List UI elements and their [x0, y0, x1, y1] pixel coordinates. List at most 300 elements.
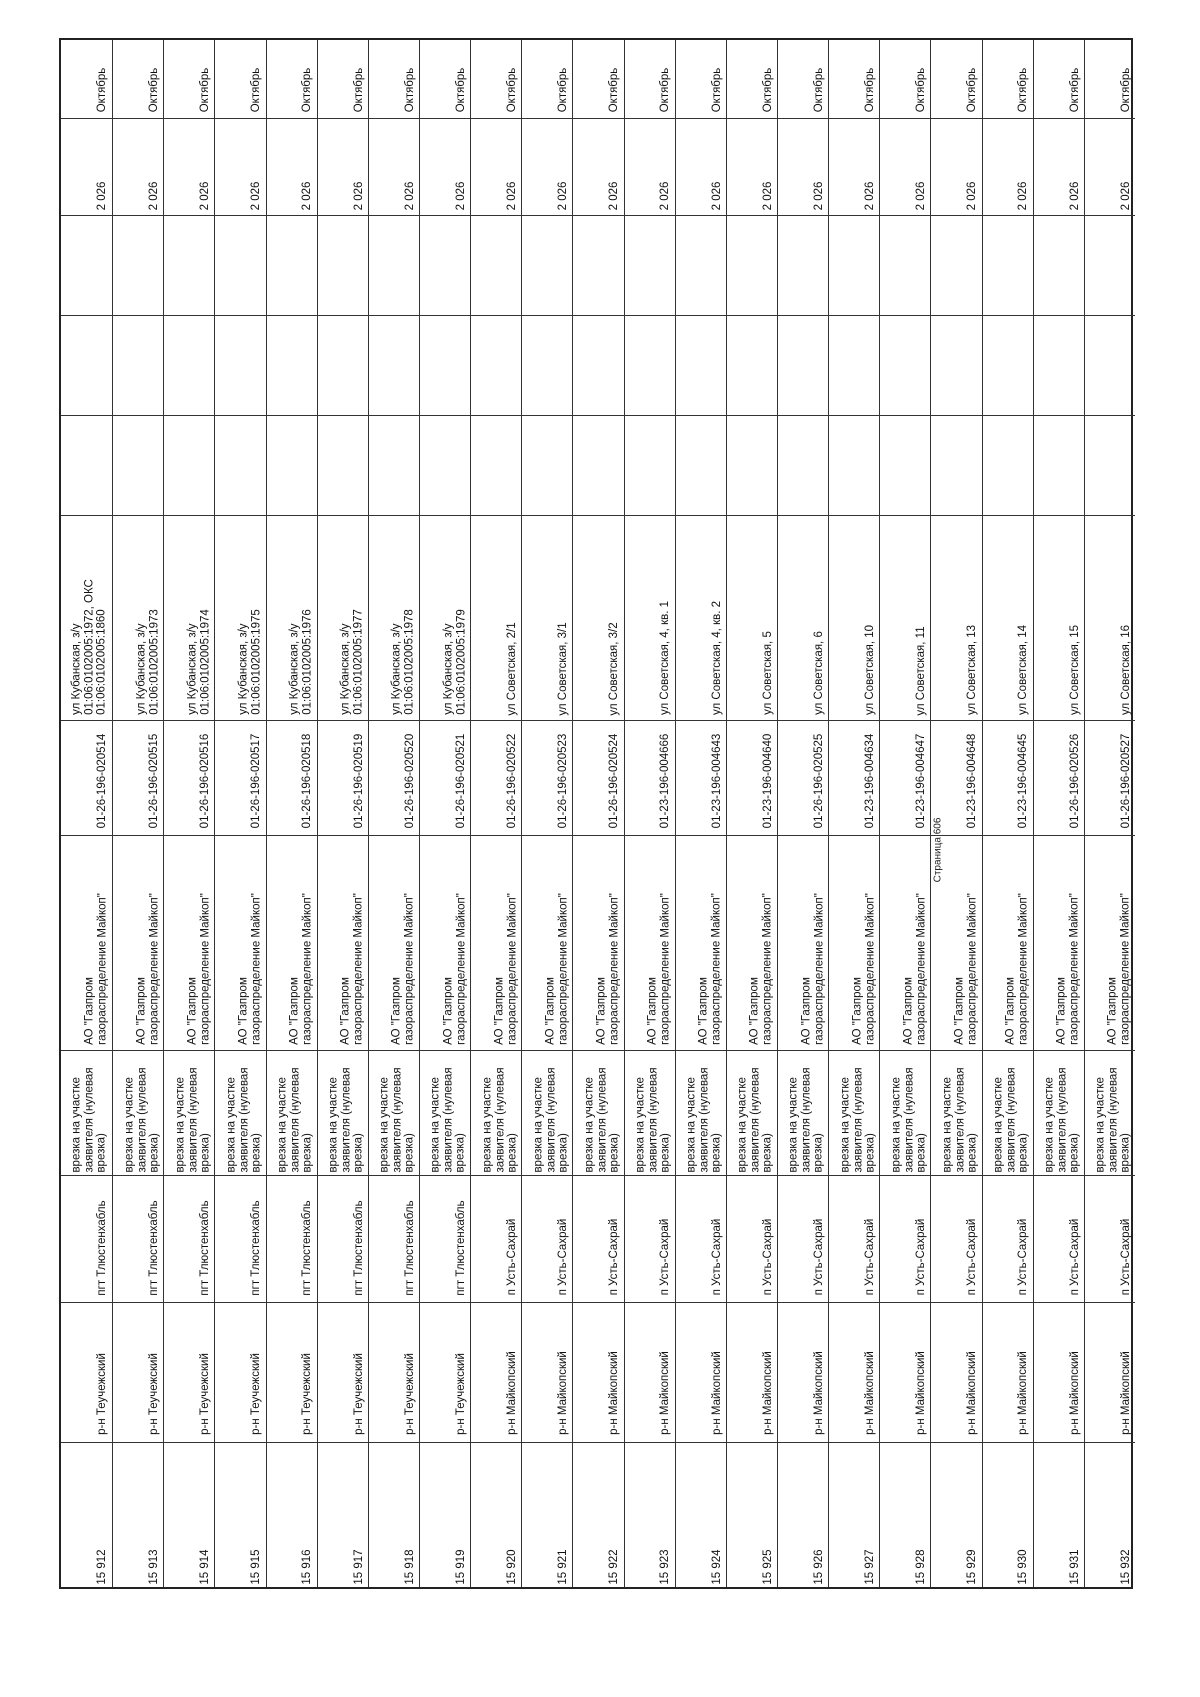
year-text: 2 026 [403, 181, 416, 210]
cell-work-type [931, 1050, 981, 1175]
work-type-text: врезка на участке заявителя (нулевая врезка) [327, 1066, 365, 1173]
organization-text: АО "Газпром газораспределение Майкоп" [800, 893, 825, 1045]
cell-extra2 [778, 315, 828, 415]
district-text: р-н Теучежский [352, 1353, 365, 1435]
address-text: ул Кубанская, з/у 01:06:0102005:1979 [442, 609, 467, 715]
cell-code [1085, 720, 1135, 835]
table-row [1084, 40, 1135, 1587]
cell-month [778, 40, 828, 118]
cell-extra1 [61, 415, 112, 515]
month-text: Октябрь [147, 67, 160, 112]
code-text: 01-26-196-020518 [301, 733, 314, 828]
cell-month [318, 40, 368, 118]
cell-year [625, 118, 675, 215]
code-text: 01-26-196-020522 [505, 733, 518, 828]
table-row [112, 40, 163, 1587]
table-row [1033, 40, 1084, 1587]
organization-text: АО "Газпром газораспределение Майкоп" [83, 893, 108, 1045]
cell-month [676, 40, 726, 118]
cell-district [829, 1302, 879, 1442]
year-text: 2 026 [914, 181, 927, 210]
cell-year [522, 118, 572, 215]
num-text: 15 932 [1119, 1548, 1132, 1585]
cell-settlement [471, 1175, 521, 1302]
organization-text: АО "Газпром газораспределение Майкоп" [1106, 893, 1132, 1045]
year-text: 2 026 [1119, 181, 1132, 210]
settlement-text: пгт Тлюстенхабль [454, 1199, 467, 1296]
cell-address [1034, 515, 1084, 720]
organization-text: АО "Газпром газораспределение Майкоп" [237, 893, 263, 1045]
organization-text: АО "Газпром газораспределение Майкоп" [390, 893, 416, 1045]
cell-code [318, 720, 368, 835]
num-text: 15 929 [966, 1548, 979, 1585]
work-type-text: врезка на участке заявителя (нулевая врезка) [276, 1066, 314, 1173]
table-row [572, 40, 623, 1587]
settlement-text: п Усть-Сахрай [710, 1218, 723, 1295]
district-text: р-н Теучежский [250, 1353, 263, 1435]
cell-work-type [522, 1050, 572, 1175]
month-text: Октябрь [710, 67, 723, 112]
address-text: ул Кубанская, з/у 01:06:0102005:1977 [339, 609, 365, 715]
cell-num [420, 1442, 470, 1591]
cell-extra3 [931, 215, 981, 315]
cell-year [369, 118, 419, 215]
cell-extra1 [164, 415, 214, 515]
code-text: 01-23-196-004648 [966, 733, 979, 828]
num-text: 15 916 [301, 1548, 314, 1585]
cell-month [829, 40, 879, 118]
work-type-text: врезка на участке заявителя (нулевая врезка) [685, 1066, 723, 1173]
month-text: Октябрь [198, 67, 211, 112]
month-text: Октябрь [1119, 67, 1132, 112]
address-text: ул Кубанская, з/у 01:06:0102005:1973 [135, 609, 160, 715]
cell-code [61, 720, 112, 835]
year-text: 2 026 [250, 181, 263, 210]
cell-extra1 [983, 415, 1033, 515]
cell-month [727, 40, 777, 118]
num-text: 15 919 [454, 1548, 467, 1585]
district-text: р-н Теучежский [454, 1353, 467, 1435]
table-row [470, 40, 521, 1587]
table-row [214, 40, 265, 1587]
year-text: 2 026 [1068, 181, 1081, 210]
cell-organization [267, 835, 317, 1050]
district-text: р-н Майкопский [812, 1351, 825, 1435]
cell-year [215, 118, 265, 215]
cell-organization [880, 835, 930, 1050]
cell-year [983, 118, 1033, 215]
cell-settlement [318, 1175, 368, 1302]
cell-address [829, 515, 879, 720]
cell-extra3 [420, 215, 470, 315]
num-text: 15 920 [505, 1548, 518, 1585]
cell-settlement [573, 1175, 623, 1302]
settlement-text: п Усть-Сахрай [505, 1218, 518, 1295]
year-text: 2 026 [863, 181, 876, 210]
cell-work-type [676, 1050, 726, 1175]
cell-work-type [267, 1050, 317, 1175]
cell-organization [471, 835, 521, 1050]
cell-month [573, 40, 623, 118]
address-text: ул Кубанская, з/у 01:06:0102005:1972, ОКС 01:06:0102005:1860 [70, 579, 108, 715]
code-text: 01-26-196-020514 [95, 733, 108, 828]
cell-code [625, 720, 675, 835]
cell-organization [625, 835, 675, 1050]
cell-settlement [61, 1175, 112, 1302]
address-text: ул Советская, 10 [863, 624, 876, 716]
settlement-text: пгт Тлюстенхабль [95, 1199, 108, 1296]
cell-work-type [625, 1050, 675, 1175]
cell-month [215, 40, 265, 118]
code-text: 01-26-196-020526 [1068, 733, 1081, 828]
table-row [61, 40, 112, 1587]
work-type-text: врезка на участке заявителя (нулевая врезка) [583, 1066, 621, 1173]
num-text: 15 922 [608, 1548, 621, 1585]
cell-address [778, 515, 828, 720]
settlement-text: п Усть-Сахрай [556, 1218, 569, 1295]
month-text: Октябрь [301, 67, 314, 112]
cell-address [727, 515, 777, 720]
month-text: Октябрь [966, 67, 979, 112]
district-text: р-н Майкопский [761, 1351, 774, 1435]
cell-month [931, 40, 981, 118]
organization-text: АО "Газпром газораспределение Майкоп" [288, 893, 314, 1045]
cell-address [983, 515, 1033, 720]
work-type-text: врезка на участке заявителя (нулевая врезка) [941, 1066, 979, 1173]
cell-month [61, 40, 112, 118]
cell-extra1 [573, 415, 623, 515]
cell-settlement [522, 1175, 572, 1302]
cell-work-type [164, 1050, 214, 1175]
settlement-text: п Усть-Сахрай [1119, 1218, 1132, 1295]
cell-organization [318, 835, 368, 1050]
table-row [675, 40, 726, 1587]
page-footer: Страница 606 [932, 817, 944, 883]
cell-num [625, 1442, 675, 1591]
cell-organization [573, 835, 623, 1050]
table-row [521, 40, 572, 1587]
num-text: 15 926 [812, 1548, 825, 1585]
year-text: 2 026 [147, 181, 160, 210]
cell-code [369, 720, 419, 835]
cell-code [778, 720, 828, 835]
cell-month [1085, 40, 1135, 118]
cell-extra1 [113, 415, 163, 515]
cell-month [1034, 40, 1084, 118]
cell-extra3 [522, 215, 572, 315]
cell-address [267, 515, 317, 720]
settlement-text: пгт Тлюстенхабль [301, 1199, 314, 1296]
cell-extra1 [215, 415, 265, 515]
cell-num [1085, 1442, 1135, 1591]
address-text: ул Советская, 5 [761, 631, 774, 715]
cell-extra1 [676, 415, 726, 515]
year-text: 2 026 [301, 181, 314, 210]
cell-address [471, 515, 521, 720]
cell-extra2 [522, 315, 572, 415]
cell-month [420, 40, 470, 118]
district-text: р-н Майкопский [556, 1351, 569, 1435]
cell-extra1 [1034, 415, 1084, 515]
cell-extra3 [215, 215, 265, 315]
cell-district [625, 1302, 675, 1442]
cell-address [215, 515, 265, 720]
month-text: Октябрь [95, 67, 108, 112]
cell-settlement [1085, 1175, 1135, 1302]
cell-num [676, 1442, 726, 1591]
code-text: 01-23-196-004640 [761, 733, 774, 828]
cell-year [420, 118, 470, 215]
cell-work-type [778, 1050, 828, 1175]
table-row [266, 40, 317, 1587]
cell-month [267, 40, 317, 118]
cell-organization [727, 835, 777, 1050]
cell-settlement [164, 1175, 214, 1302]
settlement-text: п Усть-Сахрай [1017, 1218, 1030, 1295]
num-text: 15 912 [95, 1548, 108, 1585]
cell-settlement [267, 1175, 317, 1302]
cell-year [113, 118, 163, 215]
address-text: ул Советская, 14 [1017, 624, 1030, 716]
organization-text: АО "Газпром газораспределение Майкоп" [544, 893, 569, 1045]
cell-num [983, 1442, 1033, 1591]
cell-district [61, 1302, 112, 1442]
cell-num [573, 1442, 623, 1591]
code-text: 01-23-196-004643 [710, 733, 723, 828]
organization-text: АО "Газпром газораспределение Майкоп" [493, 893, 518, 1045]
district-text: р-н Майкопский [1119, 1351, 1132, 1435]
work-type-text: врезка на участке заявителя (нулевая врезка) [736, 1066, 774, 1173]
address-text: ул Кубанская, з/у 01:06:0102005:1975 [237, 609, 263, 715]
cell-num [471, 1442, 521, 1591]
code-text: 01-26-196-020523 [556, 733, 569, 828]
district-text: р-н Майкопский [505, 1351, 518, 1435]
organization-text: АО "Газпром газораспределение Майкоп" [1055, 893, 1081, 1045]
cell-code [573, 720, 623, 835]
num-text: 15 923 [659, 1548, 672, 1585]
table-row [624, 40, 675, 1587]
cell-extra3 [778, 215, 828, 315]
address-text: ул Советская, 13 [966, 624, 979, 716]
cell-extra3 [1085, 215, 1135, 315]
cell-district [676, 1302, 726, 1442]
work-type-text: врезка на участке заявителя (нулевая врезка) [787, 1066, 825, 1173]
cell-year [471, 118, 521, 215]
cell-year [778, 118, 828, 215]
cell-organization [778, 835, 828, 1050]
cell-year [676, 118, 726, 215]
cell-organization [113, 835, 163, 1050]
cell-year [1085, 118, 1135, 215]
cell-month [880, 40, 930, 118]
table-row [930, 40, 981, 1587]
district-text: р-н Теучежский [95, 1353, 108, 1435]
settlement-text: п Усть-Сахрай [608, 1218, 621, 1295]
year-text: 2 026 [454, 181, 467, 210]
cell-month [369, 40, 419, 118]
work-type-text: врезка на участке заявителя (нулевая врезка) [634, 1066, 672, 1173]
cell-extra3 [625, 215, 675, 315]
code-text: 01-26-196-020520 [403, 733, 416, 828]
organization-text: АО "Газпром газораспределение Майкоп" [595, 893, 621, 1045]
cell-month [471, 40, 521, 118]
organization-text: АО "Газпром газораспределение Майкоп" [953, 893, 979, 1045]
table-row [879, 40, 930, 1587]
cell-district [113, 1302, 163, 1442]
district-text: р-н Майкопский [966, 1351, 979, 1435]
cell-extra1 [829, 415, 879, 515]
table-row [317, 40, 368, 1587]
cell-extra2 [931, 315, 981, 415]
cell-address [522, 515, 572, 720]
year-text: 2 026 [505, 181, 518, 210]
table-row [163, 40, 214, 1587]
cell-extra2 [983, 315, 1033, 415]
cell-num [318, 1442, 368, 1591]
cell-district [1085, 1302, 1135, 1442]
cell-month [522, 40, 572, 118]
code-text: 01-23-196-004645 [1017, 733, 1030, 828]
code-text: 01-26-196-020519 [352, 733, 365, 828]
cell-extra3 [61, 215, 112, 315]
work-type-text: врезка на участке заявителя (нулевая врезка) [1094, 1066, 1132, 1173]
cell-num [61, 1442, 112, 1591]
cell-extra2 [573, 315, 623, 415]
cell-extra2 [369, 315, 419, 415]
registry-table [59, 38, 1133, 1589]
cell-work-type [471, 1050, 521, 1175]
cell-organization [829, 835, 879, 1050]
cell-district [215, 1302, 265, 1442]
cell-extra3 [318, 215, 368, 315]
cell-settlement [727, 1175, 777, 1302]
address-text: ул Советская, 3/2 [608, 621, 621, 716]
num-text: 15 931 [1068, 1548, 1081, 1585]
month-text: Октябрь [1017, 67, 1030, 112]
cell-code [1034, 720, 1084, 835]
cell-num [1034, 1442, 1084, 1591]
code-text: 01-23-196-004647 [914, 733, 927, 828]
cell-work-type [318, 1050, 368, 1175]
cell-num [267, 1442, 317, 1591]
district-text: р-н Майкопский [863, 1351, 876, 1435]
district-text: р-н Теучежский [147, 1353, 160, 1435]
cell-organization [61, 835, 112, 1050]
address-text: ул Советская, 15 [1068, 624, 1081, 716]
district-text: р-н Майкопский [608, 1351, 621, 1435]
cell-month [113, 40, 163, 118]
cell-extra1 [420, 415, 470, 515]
cell-district [164, 1302, 214, 1442]
work-type-text: врезка на участке заявителя (нулевая врезка) [429, 1066, 467, 1173]
cell-extra2 [676, 315, 726, 415]
district-text: р-н Майкопский [710, 1351, 723, 1435]
cell-organization [983, 835, 1033, 1050]
cell-extra3 [676, 215, 726, 315]
cell-extra1 [267, 415, 317, 515]
cell-organization [522, 835, 572, 1050]
cell-code [522, 720, 572, 835]
district-text: р-н Майкопский [1017, 1351, 1030, 1435]
cell-work-type [61, 1050, 112, 1175]
cell-district [573, 1302, 623, 1442]
cell-num [522, 1442, 572, 1591]
cell-extra1 [522, 415, 572, 515]
cell-work-type [727, 1050, 777, 1175]
year-text: 2 026 [95, 181, 108, 210]
code-text: 01-26-196-020515 [147, 733, 160, 828]
cell-district [420, 1302, 470, 1442]
cell-organization [215, 835, 265, 1050]
cell-num [164, 1442, 214, 1591]
month-text: Октябрь [812, 67, 825, 112]
month-text: Октябрь [761, 67, 774, 112]
cell-organization [164, 835, 214, 1050]
cell-code [113, 720, 163, 835]
num-text: 15 917 [352, 1548, 365, 1585]
cell-settlement [880, 1175, 930, 1302]
work-type-text: врезка на участке заявителя (нулевая врезка) [992, 1066, 1030, 1173]
cell-settlement [369, 1175, 419, 1302]
cell-settlement [983, 1175, 1033, 1302]
settlement-text: пгт Тлюстенхабль [198, 1199, 211, 1296]
num-text: 15 927 [863, 1548, 876, 1585]
cell-month [983, 40, 1033, 118]
code-text: 01-26-196-020517 [250, 733, 263, 828]
cell-work-type [1085, 1050, 1135, 1175]
cell-organization [676, 835, 726, 1050]
table-row [419, 40, 470, 1587]
cell-address [369, 515, 419, 720]
cell-extra1 [318, 415, 368, 515]
cell-extra1 [880, 415, 930, 515]
address-text: ул Советская, 2/1 [505, 621, 518, 716]
month-text: Октябрь [863, 67, 876, 112]
cell-code [727, 720, 777, 835]
cell-district [880, 1302, 930, 1442]
work-type-text: врезка на участке заявителя (нулевая врезка) [889, 1066, 927, 1173]
cell-year [164, 118, 214, 215]
address-text: ул Советская, 16 [1119, 624, 1132, 716]
cell-extra3 [113, 215, 163, 315]
cell-extra1 [369, 415, 419, 515]
cell-work-type [829, 1050, 879, 1175]
month-text: Октябрь [556, 67, 569, 112]
settlement-text: пгт Тлюстенхабль [403, 1199, 416, 1296]
settlement-text: п Усть-Сахрай [914, 1218, 927, 1295]
year-text: 2 026 [812, 181, 825, 210]
cell-code [471, 720, 521, 835]
num-text: 15 928 [914, 1548, 927, 1585]
work-type-text: врезка на участке заявителя (нулевая врезка) [173, 1066, 211, 1173]
cell-work-type [880, 1050, 930, 1175]
num-text: 15 914 [198, 1548, 211, 1585]
year-text: 2 026 [608, 181, 621, 210]
settlement-text: п Усть-Сахрай [863, 1218, 876, 1295]
cell-extra2 [1085, 315, 1135, 415]
cell-district [1034, 1302, 1084, 1442]
work-type-text: врезка на участке заявителя (нулевая врезка) [531, 1066, 569, 1173]
cell-address [931, 515, 981, 720]
cell-extra2 [420, 315, 470, 415]
settlement-text: п Усть-Сахрай [761, 1218, 774, 1295]
cell-district [267, 1302, 317, 1442]
cell-district [778, 1302, 828, 1442]
cell-extra3 [880, 215, 930, 315]
cell-extra2 [113, 315, 163, 415]
work-type-text: врезка на участке заявителя (нулевая врезка) [1043, 1066, 1081, 1173]
cell-organization [420, 835, 470, 1050]
